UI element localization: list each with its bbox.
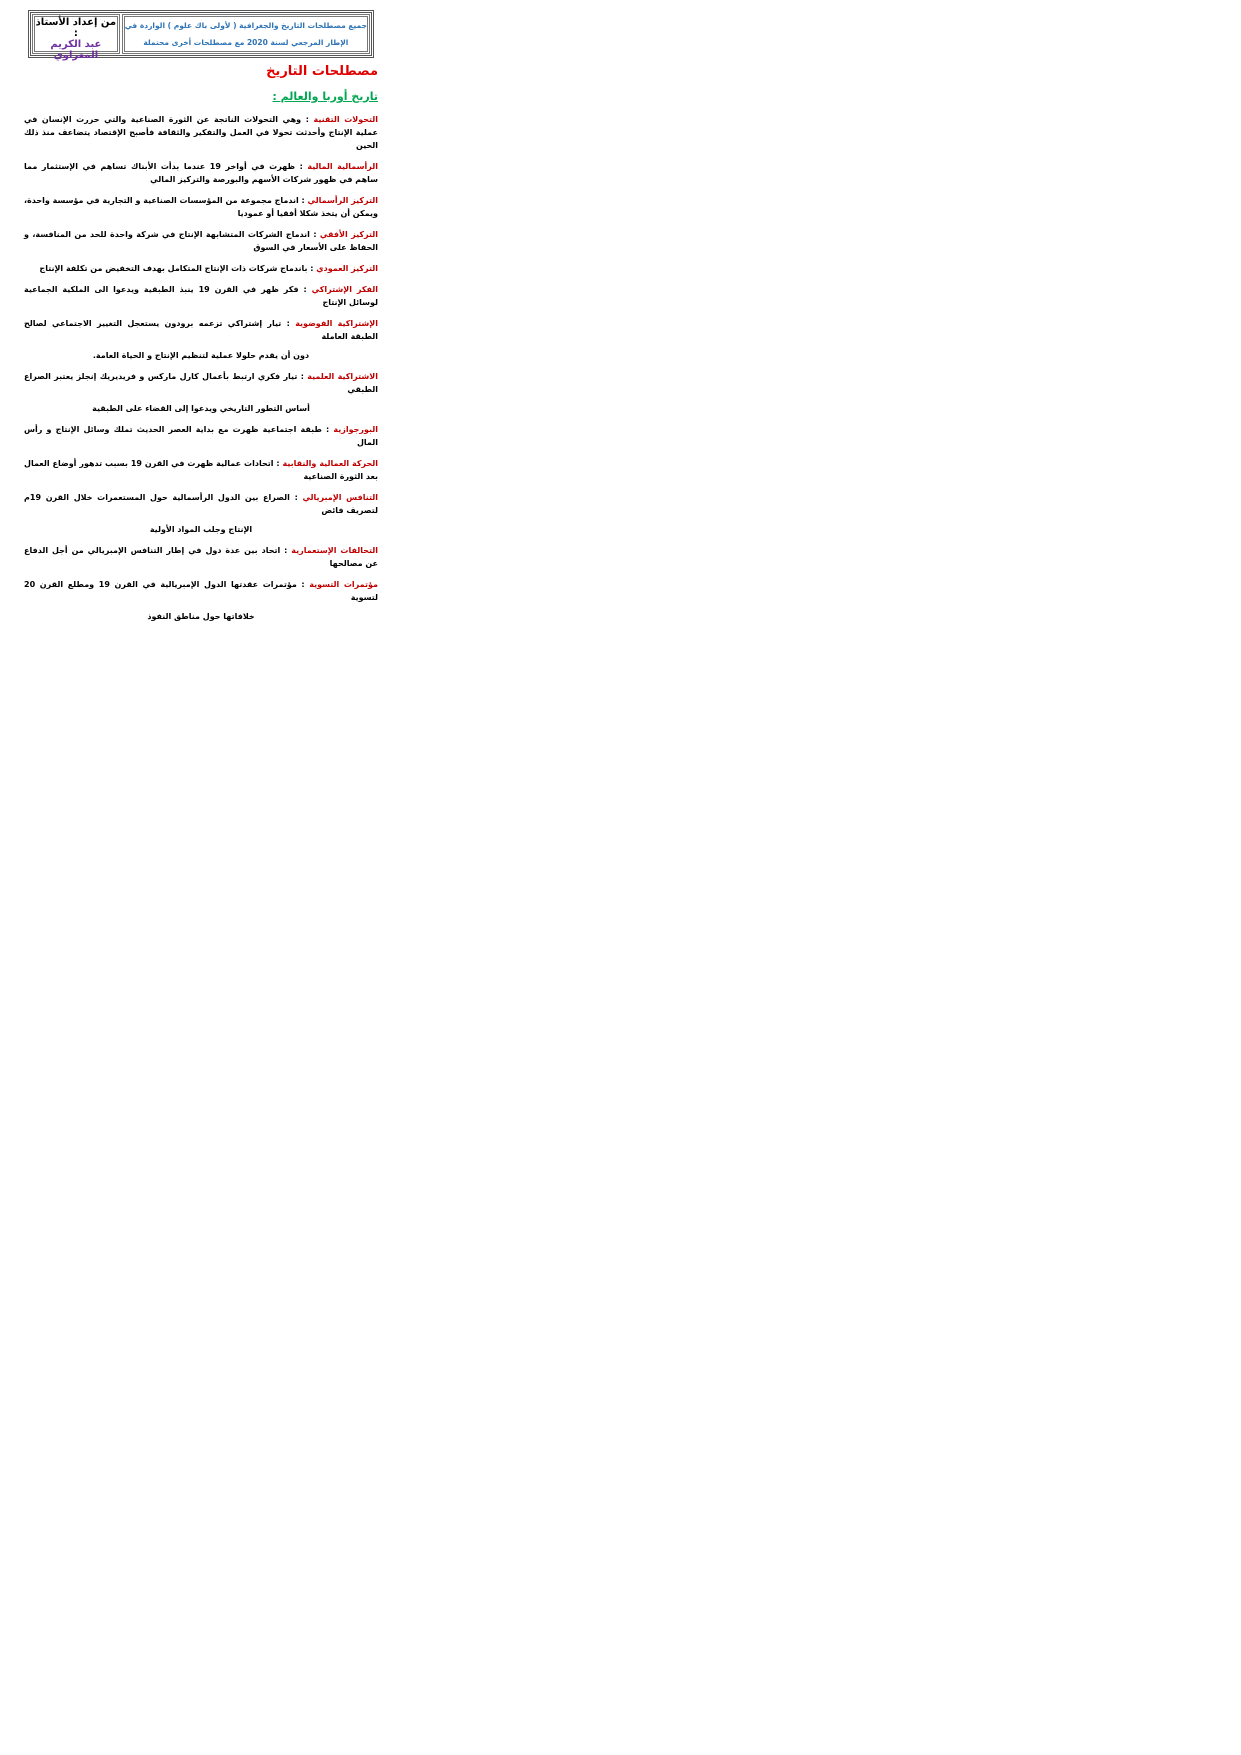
term-entry xyxy=(24,160,378,186)
term-separator: : xyxy=(301,115,314,124)
term-separator: : xyxy=(280,546,292,555)
term-separator: : xyxy=(289,493,303,502)
term-name: التنافس الإمبريالي xyxy=(302,493,378,502)
term-definition: باندماج شركات ذات الإنتاج المتكامل بهدف التخفيض من تكلفة الإنتاج xyxy=(39,264,308,273)
terms-list xyxy=(24,113,378,623)
term-separator: : xyxy=(281,319,296,328)
term-entry xyxy=(24,457,378,483)
term-name: الحركة العمالية والنقابية xyxy=(282,459,378,468)
content-area xyxy=(24,64,378,631)
term-entry xyxy=(24,228,378,254)
term-definition: طبقة اجتماعية ظهرت مع بداية العصر الحديث تملك وسائل الإنتاج و رأس المال xyxy=(24,425,378,447)
term-definition: وهي التحولات الناتجة عن الثورة الصناعية والتي حررت الإنسان في عملية الإنتاج وأحدثت تحولا في العمل والتفكير والثقافة فأصبح الإقتصاد يتضاعف منذ ذلك الحين xyxy=(24,115,378,150)
term-separator: : xyxy=(296,580,310,589)
term-continuation: الإنتاج وجلب المواد الأولية xyxy=(149,525,253,534)
term-separator: : xyxy=(298,196,308,205)
term-separator: : xyxy=(321,425,334,434)
description-line-2: الإطار المرجعي لسنة 2020 مع مصطلحات أخرى محتملة xyxy=(143,38,349,47)
term-name: التركيز الأفقي xyxy=(319,230,378,239)
term-continuation: خلافاتها حول مناطق النفوذ xyxy=(147,612,255,621)
term-definition: تيار فكري ارتبط بأعمال كارل ماركس و فريديريك إنجلز يعتبر الصراع الطبقي xyxy=(24,372,378,394)
term-name: الاشتراكية العلمية xyxy=(307,372,378,381)
main-title: مصطلحات التاريخ xyxy=(266,64,378,79)
term-entry xyxy=(24,578,378,604)
term-name: الإشتراكية الفوضوية xyxy=(295,319,378,328)
term-entry xyxy=(24,491,378,517)
term-name: التحالفات الإستعمارية xyxy=(291,546,378,555)
term-name: الفكر الإشتراكي xyxy=(311,285,378,294)
term-definition: اندماج مجموعة من المؤسسات الصناعية و التجارية في مؤسسة واحدة، ويمكن أن يتخذ شكلا أفقيا أو عموديا xyxy=(24,196,378,218)
author-prefix: من إعداد الأستاذ : xyxy=(35,17,117,39)
term-entry xyxy=(24,423,378,449)
term-name: التركيز العمودي xyxy=(316,264,378,273)
term-definition: اتحادات عمالية ظهرت في القرن 19 بسبب تدهور أوضاع العمال بعد الثورة الصناعية xyxy=(24,459,378,481)
term-separator: : xyxy=(298,285,312,294)
term-entry xyxy=(24,370,378,396)
term-name: البورجوازية xyxy=(333,425,378,434)
term-entry xyxy=(24,194,378,220)
header-box xyxy=(28,10,374,61)
term-continuation: دون أن يقدم حلولا عملية لتنظيم الإنتاج و الحياة العامة. xyxy=(92,351,310,360)
term-definition: الصراع بين الدول الرأسمالية حول المستعمرات خلال القرن 19م لتصريف فائض xyxy=(24,493,378,515)
section-title: تاريخ أوربا والعالم : xyxy=(272,90,378,103)
term-separator: : xyxy=(307,264,317,273)
term-definition: ظهرت في أواخر 19 عندما بدأت الأبناك تساهم في الإستثمار مما ساهم في ظهور شركات الأسهم والبورصة والتركيز المالي xyxy=(24,162,378,184)
term-entry xyxy=(24,283,378,309)
term-separator: : xyxy=(309,230,320,239)
term-entry xyxy=(24,317,378,343)
term-entry xyxy=(24,262,378,275)
term-definition: اندماج الشركات المتشابهة الإنتاج في شركة واحدة للحد من المنافسة، و الحفاظ على الأسعار في السوق xyxy=(24,230,378,252)
author-name: عبد الكريم المغراوي xyxy=(50,39,102,61)
term-definition: فكر ظهر في القرن 19 ينبذ الطبقية ويدعوا الى الملكية الجماعية لوسائل الإنتاج xyxy=(24,285,378,307)
term-name: مؤتمرات التسوية xyxy=(309,580,378,589)
term-name: التحولات التقنية xyxy=(313,115,378,124)
term-separator: : xyxy=(273,459,283,468)
author-cell xyxy=(32,14,120,61)
term-entry xyxy=(24,113,378,152)
term-separator: : xyxy=(297,372,308,381)
term-name: التركيز الرأسمالي xyxy=(307,196,378,205)
term-entry xyxy=(24,544,378,570)
term-definition: اتحاد بين عدة دول في إطار التنافس الإمبريالي من أجل الدفاع عن مصالحها xyxy=(24,546,378,568)
description-cell xyxy=(122,14,370,54)
term-name: الرأسمالية المالية xyxy=(307,162,379,171)
term-definition: تيار إشتراكي تزعمه برودون يستعجل التغيير الاجتماعي لصالح الطبقة العاملة xyxy=(24,319,378,341)
term-separator: : xyxy=(295,162,308,171)
term-definition: مؤتمرات عقدتها الدول الإمبريالية في القرن 19 ومطلع القرن 20 لتسوية xyxy=(24,580,378,602)
description-line-1: جميع مصطلحات التاريخ والجغرافية ( لأولى باك علوم ) الواردة في xyxy=(124,21,367,30)
term-continuation: أساس التطور التاريخي ويدعوا إلى القضاء على الطبقية xyxy=(92,404,310,413)
